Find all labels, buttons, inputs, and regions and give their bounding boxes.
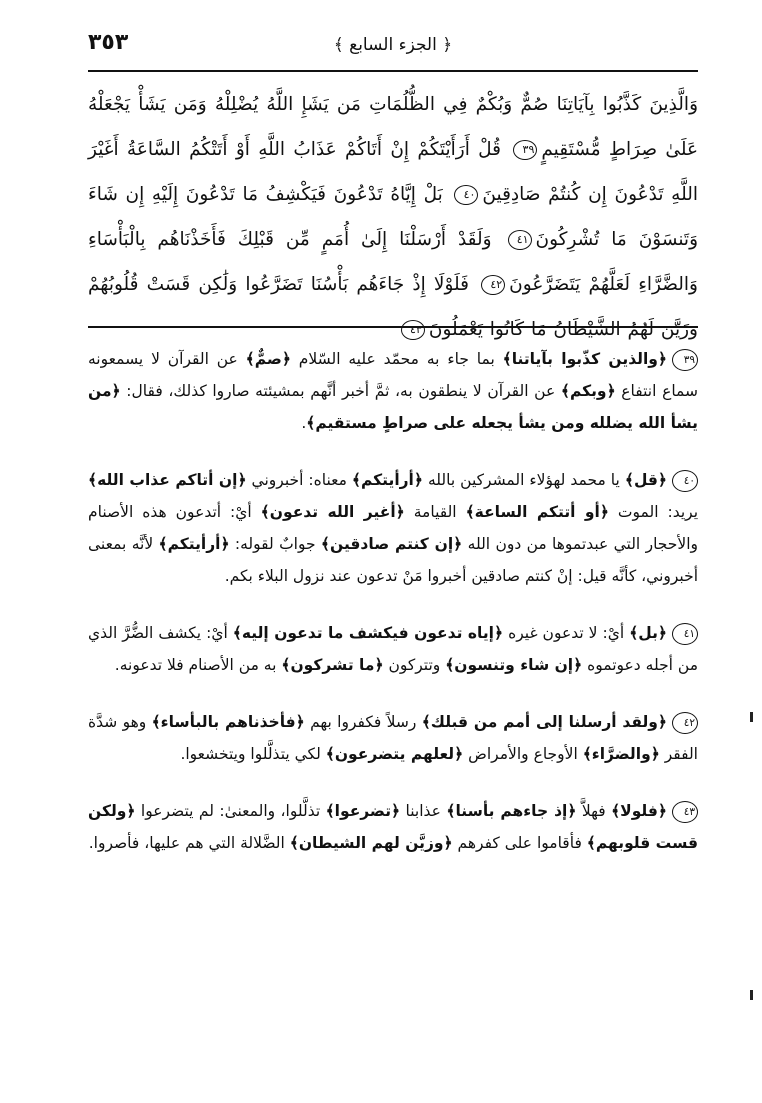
page-header: [88, 28, 698, 68]
quoted-verse-phrase: ﴿وبكم﴾: [560, 382, 616, 400]
quoted-verse-phrase: ﴿لعلهم يتضرعون﴾: [325, 745, 464, 763]
quoted-verse-phrase: ﴿قل﴾: [624, 471, 668, 489]
tafsir-entry: [88, 617, 698, 681]
quoted-verse-phrase: ﴿إن كنتم صادقين﴾: [320, 535, 463, 553]
quoted-verse-phrase: ﴿ولكن قست قلوبهم﴾: [88, 802, 698, 852]
commentary-text: يا محمد لهؤلاء المشركين بالله: [422, 471, 625, 489]
commentary-text: القيامة: [404, 503, 466, 521]
verse-number-badge: ٤٢: [672, 712, 698, 734]
tafsir-commentary: [88, 343, 698, 884]
commentary-text: لأنَّه بمعنى أخبروني، كأنَّه قيل: إنْ كنتم صادقين أخبروا مَنْ تدعون عند نزول البلاء بكم.: [88, 535, 698, 585]
quoted-verse-phrase: ﴿أرأيتكم﴾: [158, 535, 230, 553]
quoted-verse-phrase: ﴿إياه تدعون فيكشف ما تدعون إليه﴾: [232, 624, 504, 642]
quoted-verse-phrase: ﴿أرأيتكم﴾: [351, 471, 423, 489]
commentary-text: بما جاء به محمّد عليه السّلام: [290, 350, 503, 368]
verse-number-marker: ٣٩: [513, 140, 537, 160]
quoted-verse-phrase: ﴿صمٌّ﴾: [245, 350, 291, 368]
commentary-text: الضَّلالة التي هم عليها، فأصروا.: [88, 834, 290, 852]
commentary-text: أيْ: يكشف الضُّرَّ الذي من أجله دعوتموه: [88, 624, 698, 674]
commentary-text: يريد: الموت: [608, 503, 699, 521]
quoted-verse-phrase: ﴿إذ جاءهم بأسنا﴾: [446, 802, 577, 820]
tafsir-entry: [88, 706, 698, 770]
verse-number-marker: ٤٠: [454, 185, 478, 205]
tafsir-entry: [88, 343, 698, 439]
commentary-text: وتتركون: [383, 656, 446, 674]
header-rule: [88, 70, 698, 72]
margin-mark: [750, 712, 753, 722]
commentary-text: معناه: أخبروني: [246, 471, 352, 489]
commentary-text: .: [301, 414, 307, 432]
commentary-text: أيْ: لا تدعون غيره: [503, 624, 630, 642]
commentary-text: فهلاَّ: [576, 802, 612, 820]
commentary-text: جوابٌ لقوله:: [229, 535, 321, 553]
quoted-verse-phrase: ﴿إن شاء وتنسون﴾: [445, 656, 583, 674]
quoted-verse-phrase: ﴿إن أتاكم عذاب الله﴾: [88, 471, 247, 489]
quoted-verse-phrase: ﴿بل﴾: [629, 624, 668, 642]
tafsir-entry: [88, 464, 698, 592]
quoted-verse-phrase: ﴿من يشأ الله يضلله ومن يشأ يجعله على صراطٍ مستقيم﴾: [88, 382, 698, 432]
commentary-text: به من الأصنام فلا تدعونه.: [114, 656, 282, 674]
quran-verse-text: وَالَّذِينَ كَذَّبُوا بِآيَاتِنَا صُمٌّ وَبُكْمٌ فِي الظُّلُمَاتِ مَن يَشَإِ اللَّهُ يُضْلِلْهُ وَمَن يَشَأْ يَجْعَلْهُ عَلَىٰ صِرَاطٍ مُّسْتَقِيمٍ: [88, 94, 698, 160]
quran-verse-text: بَلْ إِيَّاهُ تَدْعُونَ فَيَكْشِفُ مَا تَدْعُونَ إِلَيْهِ إِن شَاءَ وَتَنسَوْنَ مَا تُشْرِكُونَ: [88, 184, 699, 250]
quoted-verse-phrase: ﴿ما تشركون﴾: [281, 656, 384, 674]
commentary-text: عن القرآن لا ينطقون به، ثمَّ أخبر أنَّهم بمشيئته صاروا كذلك، فقال:: [120, 382, 561, 400]
verse-number-badge: ٤٠: [672, 470, 698, 492]
commentary-text: أيْ: أتدعون هذه الأصنام والأحجار التي عبدتموها من دون الله: [88, 503, 699, 553]
tafsir-entry: [88, 795, 698, 859]
quoted-verse-phrase: ﴿وزيَّن لهم الشيطان﴾: [289, 834, 453, 852]
verse-number-badge: ٤٣: [672, 801, 698, 823]
quran-verse-text: وَلَقَدْ أَرْسَلْنَا إِلَىٰ أُمَمٍ مِّن قَبْلِكَ فَأَخَذْنَاهُم بِالْبَأْسَاءِ وَالضَّرَّاءِ لَعَلَّهُمْ يَتَضَرَّعُونَ: [88, 229, 698, 295]
section-divider: [88, 326, 698, 328]
commentary-text: عذابنا: [400, 802, 447, 820]
verse-number-marker: ٤٢: [481, 275, 505, 295]
quoted-verse-phrase: ﴿والضرَّاء﴾: [582, 745, 660, 763]
commentary-text: فأقاموا على كفرهم: [452, 834, 587, 852]
running-head: ﴿ الجزء السابع ﴾: [333, 35, 453, 55]
quran-verse-text: فَلَوْلَا إِذْ جَاءَهُم بَأْسُنَا تَضَرَّعُوا وَلَٰكِن قَسَتْ قُلُوبُهُمْ وَزَيَّنَ لَهُمُ الشَّيْطَانُ مَا كَانُوا يَعْمَلُونَ: [88, 274, 698, 340]
quran-verse-text: قُلْ أَرَأَيْتَكُمْ إِنْ أَتَاكُمْ عَذَابُ اللَّهِ أَوْ أَتَتْكُمُ السَّاعَةُ أَغَيْرَ اللَّهِ تَدْعُونَ إِن كُنتُمْ صَادِقِينَ: [88, 139, 698, 205]
verse-number-marker: ٤١: [508, 230, 532, 250]
quran-text-block: [88, 82, 698, 352]
commentary-text: لكي يتذلَّلوا ويتخشعوا.: [180, 745, 326, 763]
page-number: ٣٥٣: [88, 30, 129, 55]
quoted-verse-phrase: ﴿والذين كذّبوا بآياتنا﴾: [502, 350, 667, 368]
quoted-verse-phrase: ﴿أغير الله تدعون﴾: [260, 503, 405, 521]
commentary-text: تذلَّلوا، والمعنىٰ: لم يتضرعوا: [135, 802, 326, 820]
margin-mark: [750, 990, 753, 1000]
quoted-verse-phrase: ﴿تضرعوا﴾: [325, 802, 401, 820]
commentary-text: رسلاً فكفروا بهم: [304, 713, 422, 731]
quoted-verse-phrase: ﴿فأخذناهم بالبأساء﴾: [151, 713, 305, 731]
verse-number-badge: ٤١: [672, 623, 698, 645]
quoted-verse-phrase: ﴿أو أتتكم الساعة﴾: [465, 503, 609, 521]
commentary-text: وهو شدَّة الفقر: [88, 713, 698, 763]
quoted-verse-phrase: ﴿ولقد أرسلنا إلى أمم من قبلك﴾: [421, 713, 668, 731]
commentary-text: عن القرآن لا يسمعونه سماع انتفاع: [88, 350, 698, 400]
verse-number-badge: ٣٩: [672, 349, 698, 371]
verse-number-marker: ٤٣: [401, 320, 425, 340]
commentary-text: الأوجاع والأمراض: [463, 745, 583, 763]
quoted-verse-phrase: ﴿فلولا﴾: [611, 802, 667, 820]
